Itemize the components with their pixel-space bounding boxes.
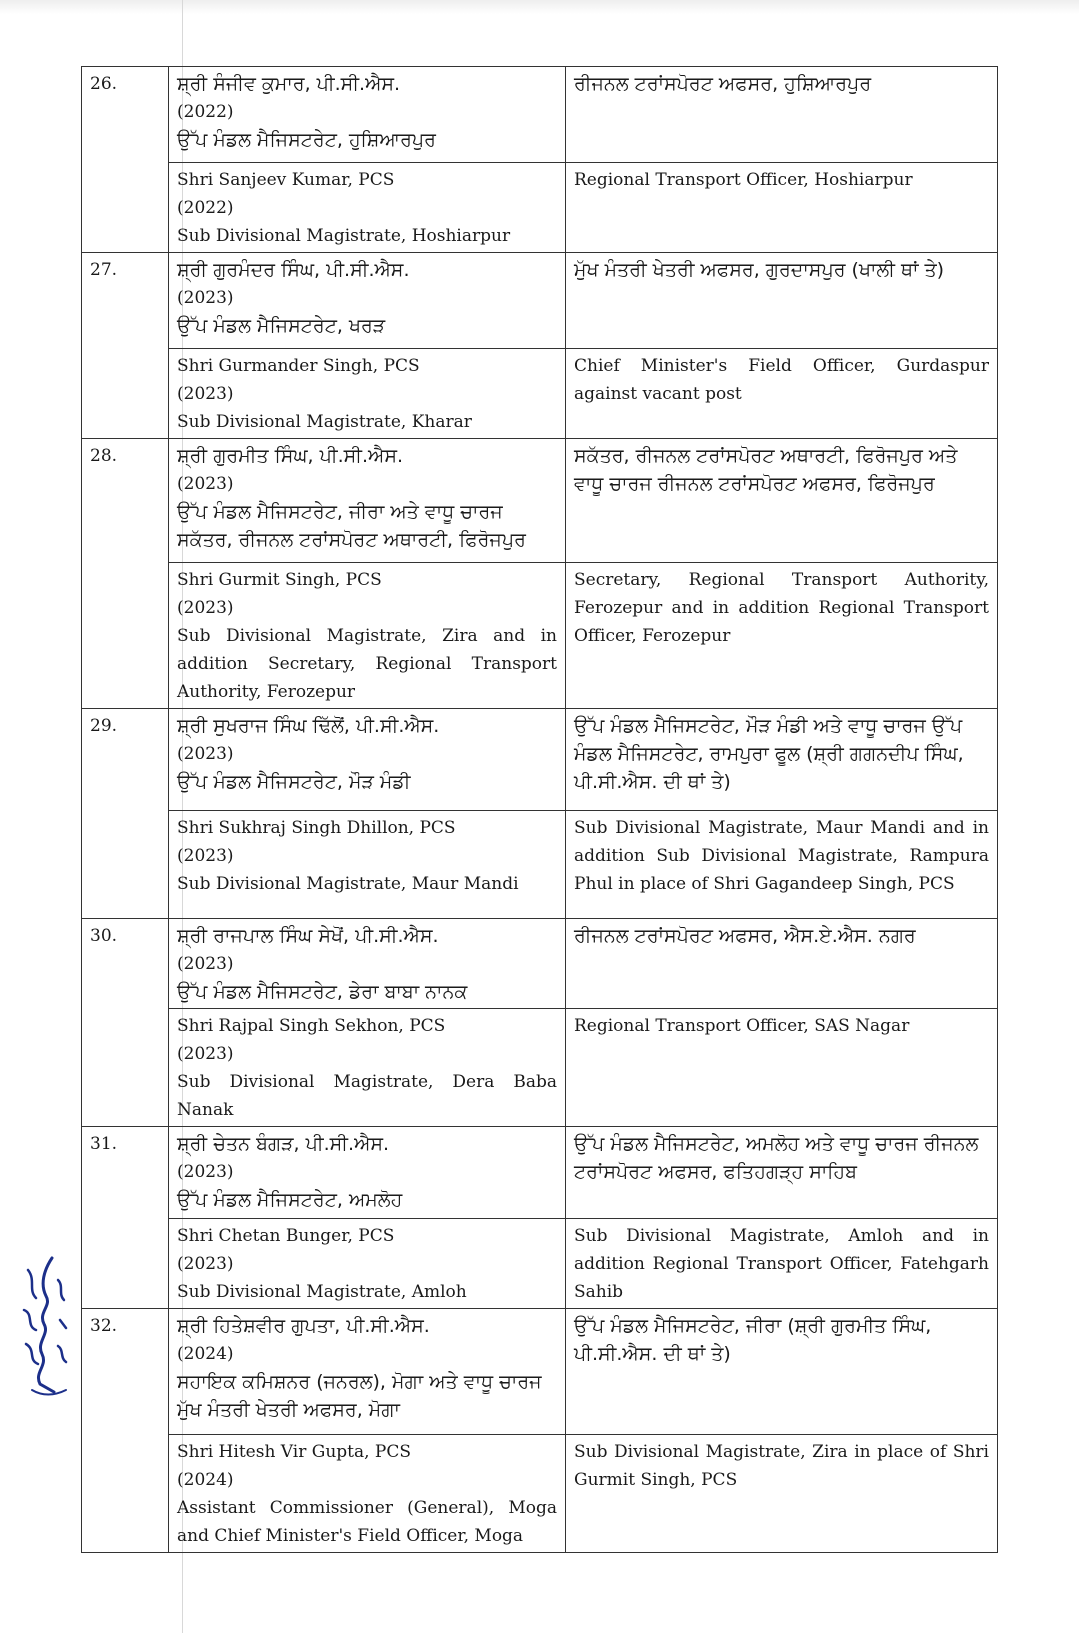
new-posting-english: Secretary, Regional Transport Authority, Ferozepur and in addition Regional Transport Officer, Ferozepur — [566, 563, 998, 709]
signature-graphic — [14, 1250, 74, 1400]
serial-number: 32. — [82, 1309, 169, 1553]
officer-name-english — [169, 349, 566, 439]
officer-detail-line: ਉੱਪ ਮੰਡਲ ਮੈਜਿਸਟਰੇਟ, ਮੌੜ ਮੰਡੀ — [177, 771, 411, 793]
serial-number: 29. — [82, 709, 169, 919]
officer-name-punjabi — [169, 1309, 566, 1435]
new-posting-english: Regional Transport Officer, Hoshiarpur — [566, 163, 998, 253]
officer-detail-line: (2023) — [177, 288, 234, 308]
officer-detail-line: Shri Hitesh Vir Gupta, PCS — [177, 1442, 412, 1462]
officer-detail-line: ਸ਼੍ਰੀ ਗੁਰਮੰਦਰ ਸਿੰਘ, ਪੀ.ਸੀ.ਐਸ. — [177, 259, 410, 281]
new-posting-english: Regional Transport Officer, SAS Nagar — [566, 1009, 998, 1127]
officer-name-punjabi — [169, 439, 566, 563]
new-posting-punjabi: ਮੁੱਖ ਮੰਤਰੀ ਖੇਤਰੀ ਅਫਸਰ, ਗੁਰਦਾਸਪੁਰ (ਖਾਲੀ ਥਾਂ ਤੇ) — [566, 253, 998, 349]
new-posting-english: Chief Minister's Field Officer, Gurdaspur against vacant post — [566, 349, 998, 439]
officer-detail-line: Sub Divisional Magistrate, Zira and in addition Secretary, Regional Transport Authority, Ferozepur — [177, 626, 557, 702]
officer-detail-line: Shri Gurmit Singh, PCS — [177, 570, 382, 590]
officer-name-punjabi — [169, 709, 566, 811]
officer-detail-line: ਉੱਪ ਮੰਡਲ ਮੈਜਿਸਟਰੇਟ, ਜੀਰਾ ਅਤੇ ਵਾਧੂ ਚਾਰਜ ਸਕੱਤਰ, ਰੀਜਨਲ ਟਰਾਂਸਪੋਰਟ ਅਥਾਰਟੀ, ਫਿਰੋਜਪੁਰ — [177, 501, 526, 551]
entry-row-punjabi — [82, 253, 998, 349]
officer-detail-line: Shri Chetan Bunger, PCS — [177, 1226, 395, 1246]
new-posting-punjabi: ਉੱਪ ਮੰਡਲ ਮੈਜਿਸਟਰੇਟ, ਜੀਰਾ (ਸ਼੍ਰੀ ਗੁਰਮੀਤ ਸਿੰਘ, ਪੀ.ਸੀ.ਐਸ. ਦੀ ਥਾਂ ਤੇ) — [566, 1309, 998, 1435]
transfer-orders-table — [81, 66, 998, 1553]
officer-name-english — [169, 1009, 566, 1127]
officer-detail-line: ਉੱਪ ਮੰਡਲ ਮੈਜਿਸਟਰੇਟ, ਹੁਸ਼ਿਆਰਪੁਰ — [177, 129, 436, 151]
officer-detail-line: Shri Rajpal Singh Sekhon, PCS — [177, 1016, 446, 1036]
officer-detail-line: (2023) — [177, 846, 234, 866]
officer-name-punjabi — [169, 67, 566, 163]
officer-detail-line: ਸ਼੍ਰੀ ਰਾਜਪਾਲ ਸਿੰਘ ਸੇਖੋਂ, ਪੀ.ਸੀ.ਐਸ. — [177, 925, 439, 947]
officer-detail-line: (2023) — [177, 1044, 234, 1064]
transfer-orders-body — [82, 67, 998, 1553]
officer-detail-line: ਉੱਪ ਮੰਡਲ ਮੈਜਿਸਟਰੇਟ, ਡੇਰਾ ਬਾਬਾ ਨਾਨਕ — [177, 981, 468, 1003]
officer-detail-line: (2023) — [177, 384, 234, 404]
officer-detail-line: (2023) — [177, 1162, 234, 1182]
officer-detail-line: Sub Divisional Magistrate, Amloh — [177, 1282, 467, 1302]
officer-detail-line: (2022) — [177, 102, 234, 122]
entry-row-punjabi — [82, 439, 998, 563]
officer-detail-line: (2022) — [177, 198, 234, 218]
officer-name-english — [169, 1219, 566, 1309]
entry-row-english — [82, 563, 998, 709]
officer-detail-line: ਉੱਪ ਮੰਡਲ ਮੈਜਿਸਟਰੇਟ, ਅਮਲੋਹ — [177, 1189, 403, 1211]
handwritten-signature — [14, 1250, 74, 1400]
officer-name-english — [169, 1435, 566, 1553]
entry-row-english — [82, 811, 998, 919]
serial-number: 26. — [82, 67, 169, 253]
new-posting-english: Sub Divisional Magistrate, Amloh and in addition Regional Transport Officer, Fatehgarh Sahib — [566, 1219, 998, 1309]
officer-name-english — [169, 163, 566, 253]
officer-name-punjabi — [169, 919, 566, 1009]
officer-detail-line: Assistant Commissioner (General), Moga and Chief Minister's Field Officer, Moga — [177, 1498, 557, 1546]
new-posting-punjabi: ਉੱਪ ਮੰਡਲ ਮੈਜਿਸਟਰੇਟ, ਅਮਲੋਹ ਅਤੇ ਵਾਧੂ ਚਾਰਜ ਰੀਜਨਲ ਟਰਾਂਸਪੋਰਟ ਅਫਸਰ, ਫਤਿਹਗੜ੍ਹ ਸਾਹਿਬ — [566, 1127, 998, 1219]
officer-name-english — [169, 811, 566, 919]
officer-detail-line: Sub Divisional Magistrate, Hoshiarpur — [177, 226, 511, 246]
officer-detail-line: ਸ਼੍ਰੀ ਚੇਤਨ ਬੰਗੜ, ਪੀ.ਸੀ.ਐਸ. — [177, 1133, 390, 1155]
new-posting-punjabi: ਰੀਜਨਲ ਟਰਾਂਸਪੋਰਟ ਅਫਸਰ, ਹੁਸ਼ਿਆਰਪੁਰ — [566, 67, 998, 163]
entry-row-punjabi — [82, 1309, 998, 1435]
officer-detail-line: Shri Sukhraj Singh Dhillon, PCS — [177, 818, 456, 838]
officer-detail-line: (2023) — [177, 954, 234, 974]
entry-row-english — [82, 1435, 998, 1553]
officer-detail-line: Sub Divisional Magistrate, Maur Mandi — [177, 874, 519, 894]
officer-detail-line: ਸ਼੍ਰੀ ਸੁਖਰਾਜ ਸਿੰਘ ਢਿੱਲੋਂ, ਪੀ.ਸੀ.ਐਸ. — [177, 715, 440, 737]
entry-row-punjabi — [82, 709, 998, 811]
entry-row-english — [82, 163, 998, 253]
entry-row-punjabi — [82, 1127, 998, 1219]
officer-detail-line: (2024) — [177, 1344, 234, 1364]
officer-detail-line: ਸ਼੍ਰੀ ਹਿਤੇਸ਼ਵੀਰ ਗੁਪਤਾ, ਪੀ.ਸੀ.ਐਸ. — [177, 1315, 430, 1337]
entry-row-english — [82, 1009, 998, 1127]
new-posting-punjabi: ਸਕੱਤਰ, ਰੀਜਨਲ ਟਰਾਂਸਪੋਰਟ ਅਥਾਰਟੀ, ਫਿਰੋਜਪੁਰ ਅਤੇ ਵਾਧੂ ਚਾਰਜ ਰੀਜਨਲ ਟਰਾਂਸਪੋਰਟ ਅਫਸਰ, ਫਿਰੋਜਪੁਰ — [566, 439, 998, 563]
officer-detail-line: ਉੱਪ ਮੰਡਲ ਮੈਜਿਸਟਰੇਟ, ਖਰੜ — [177, 315, 386, 337]
officer-detail-line: Shri Gurmander Singh, PCS — [177, 356, 420, 376]
serial-number: 27. — [82, 253, 169, 439]
new-posting-english: Sub Divisional Magistrate, Maur Mandi and in addition Sub Divisional Magistrate, Rampura Phul in place of Shri Gagandeep Singh, PCS — [566, 811, 998, 919]
new-posting-english: Sub Divisional Magistrate, Zira in place of Shri Gurmit Singh, PCS — [566, 1435, 998, 1553]
officer-detail-line: (2023) — [177, 474, 234, 494]
officer-detail-line: ਸਹਾਇਕ ਕਮਿਸ਼ਨਰ (ਜਨਰਲ), ਮੋਗਾ ਅਤੇ ਵਾਧੂ ਚਾਰਜ ਮੁੱਖ ਮੰਤਰੀ ਖੇਤਰੀ ਅਫਸਰ, ਮੋਗਾ — [177, 1371, 542, 1421]
new-posting-punjabi: ਰੀਜਨਲ ਟਰਾਂਸਪੋਰਟ ਅਫਸਰ, ਐਸ.ਏ.ਐਸ. ਨਗਰ — [566, 919, 998, 1009]
entry-row-punjabi — [82, 919, 998, 1009]
page-top-edge — [0, 0, 1079, 14]
officer-detail-line: ਸ਼੍ਰੀ ਗੁਰਮੀਤ ਸਿੰਘ, ਪੀ.ਸੀ.ਐਸ. — [177, 445, 404, 467]
officer-detail-line: Sub Divisional Magistrate, Kharar — [177, 412, 472, 432]
serial-number: 31. — [82, 1127, 169, 1309]
officer-detail-line: (2024) — [177, 1470, 234, 1490]
serial-number: 30. — [82, 919, 169, 1127]
new-posting-punjabi: ਉੱਪ ਮੰਡਲ ਮੈਜਿਸਟਰੇਟ, ਮੌੜ ਮੰਡੀ ਅਤੇ ਵਾਧੂ ਚਾਰਜ ਉੱਪ ਮੰਡਲ ਮੈਜਿਸਟਰੇਟ, ਰਾਮਪੁਰਾ ਫੂਲ (ਸ਼੍ਰੀ ਗਗਨਦੀਪ ਸਿੰਘ, ਪੀ.ਸੀ.ਐਸ. ਦੀ ਥਾਂ ਤੇ) — [566, 709, 998, 811]
officer-name-punjabi — [169, 253, 566, 349]
officer-detail-line: Shri Sanjeev Kumar, PCS — [177, 170, 395, 190]
officer-name-punjabi — [169, 1127, 566, 1219]
officer-detail-line: Sub Divisional Magistrate, Dera Baba Nanak — [177, 1072, 557, 1120]
officer-detail-line: ਸ਼੍ਰੀ ਸੰਜੀਵ ਕੁਮਾਰ, ਪੀ.ਸੀ.ਐਸ. — [177, 73, 401, 95]
entry-row-punjabi — [82, 67, 998, 163]
officer-name-english — [169, 563, 566, 709]
officer-detail-line: (2023) — [177, 1254, 234, 1274]
entry-row-english — [82, 349, 998, 439]
officer-detail-line: (2023) — [177, 744, 234, 764]
serial-number: 28. — [82, 439, 169, 709]
entry-row-english — [82, 1219, 998, 1309]
officer-detail-line: (2023) — [177, 598, 234, 618]
